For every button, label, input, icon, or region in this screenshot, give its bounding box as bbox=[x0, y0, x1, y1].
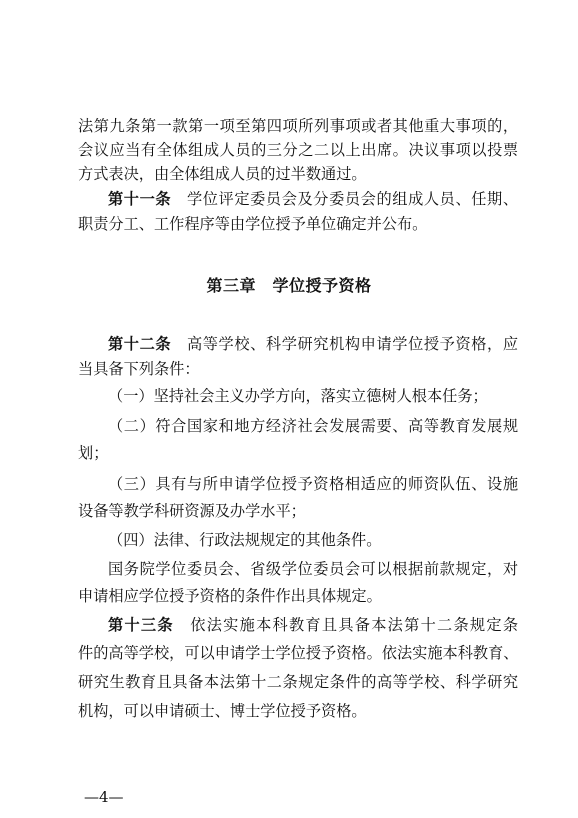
paragraph-line: 法第九条第一款第一项至第四项所列事项或者其他重大事项的， bbox=[78, 117, 518, 135]
list-item: （三）具有与所申请学位授予资格相适应的师资队伍、设施 bbox=[108, 475, 518, 493]
paragraph-line: 当具备下列条件： bbox=[78, 360, 200, 378]
paragraph-line: 设备等教学科研资源及办学水平； bbox=[78, 502, 306, 520]
list-item: （二）符合国家和地方经济社会发展需要、高等教育发展规 bbox=[108, 417, 518, 435]
paragraph-line: 件的高等学校，可以申请学士学位授予资格。依法实施本科教育、 bbox=[78, 644, 519, 662]
list-item: （一）坚持社会主义办学方向，落实立德树人根本任务； bbox=[108, 387, 488, 405]
page-number: —4— bbox=[84, 788, 124, 806]
paragraph-line: 机构，可以申请硕士、博士学位授予资格。 bbox=[78, 702, 367, 720]
article-11-text: 学位评定委员会及分委员会的组成人员、任期、 bbox=[186, 190, 519, 208]
paragraph-line: 研究生教育且具备本法第十二条规定条件的高等学校、科学研究 bbox=[78, 673, 518, 691]
article-11-first-line bbox=[108, 189, 518, 209]
article-13-heading: 第十三条 bbox=[108, 616, 174, 634]
article-12-heading: 第十二条 bbox=[108, 335, 172, 353]
paragraph-line: 申请相应学位授予资格的条件作出具体规定。 bbox=[78, 587, 382, 605]
article-12-text: 高等学校、科学研究机构申请学位授予资格，应 bbox=[186, 335, 519, 353]
paragraph-line: 划； bbox=[78, 444, 109, 462]
paragraph-line: 职责分工、工作程序等由学位授予单位确定并公布。 bbox=[78, 215, 428, 233]
chapter-title: 第三章 学位授予资格 bbox=[206, 276, 372, 295]
list-item: （四）法律、行政法规规定的其他条件。 bbox=[108, 531, 382, 549]
article-13-text: 依法实施本科教育且具备本法第十二条规定条 bbox=[190, 616, 519, 634]
article-11-heading: 第十一条 bbox=[108, 190, 172, 208]
paragraph-line: 国务院学位委员会、省级学位委员会可以根据前款规定，对 bbox=[108, 560, 518, 578]
paragraph-line: 方式表决，由全体组成人员的过半数通过。 bbox=[78, 165, 367, 183]
article-12-first-line bbox=[108, 334, 518, 354]
article-13-first-line bbox=[108, 615, 518, 635]
paragraph-line: 会议应当有全体组成人员的三分之二以上出席。决议事项以投票 bbox=[78, 141, 518, 159]
